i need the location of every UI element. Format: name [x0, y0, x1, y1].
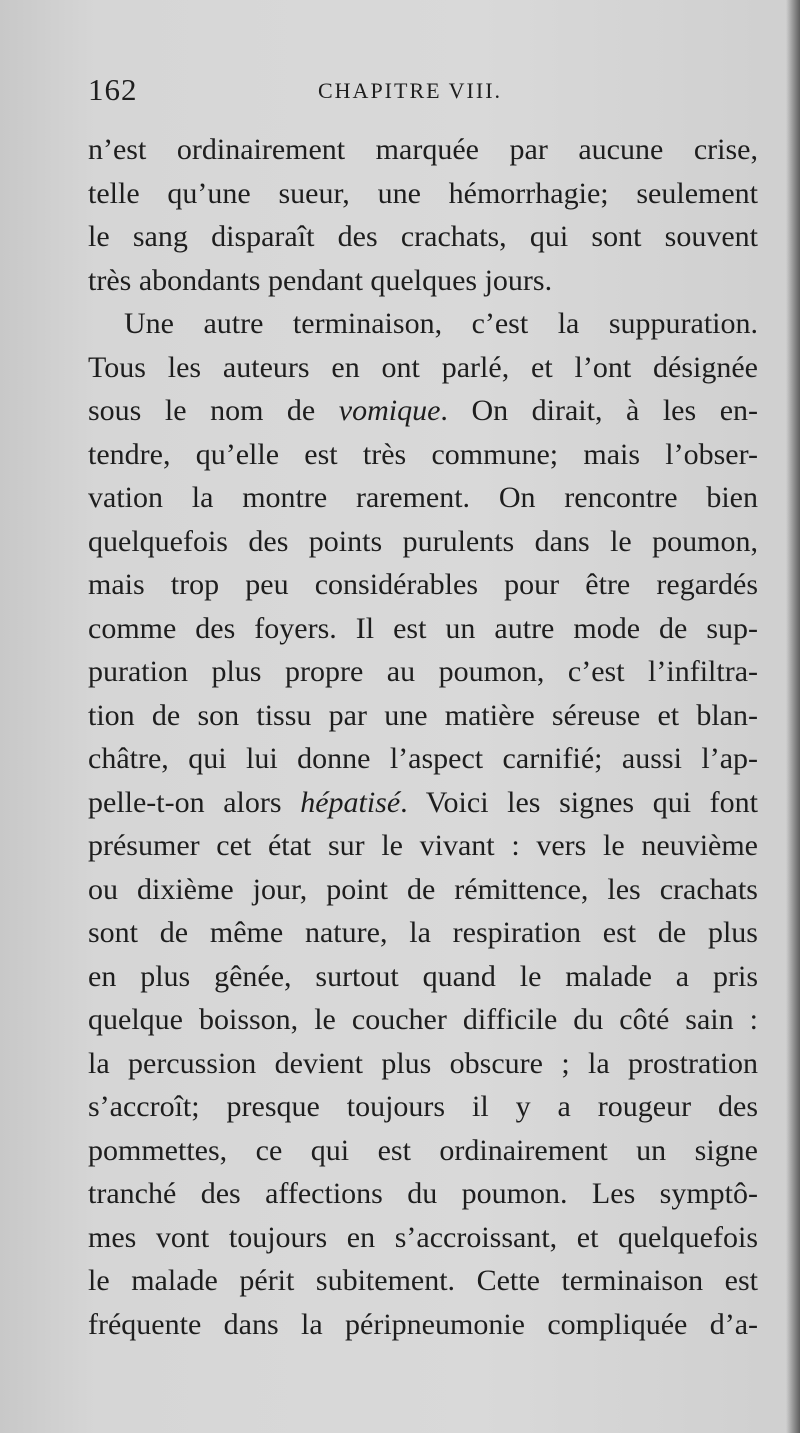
- text-line: sont de même nature, la respiration est de plus: [88, 916, 758, 949]
- text-line: tion de son tissu par une matière séreuse et blan-: [88, 698, 758, 732]
- text-line: comme des foyers. Il est un autre mode de sup-: [88, 611, 758, 645]
- text-line: pommettes, ce qui est ordinairement un signe: [88, 1133, 758, 1167]
- text-line: le malade périt subitement. Cette terminaison est: [88, 1264, 758, 1297]
- text-line: Tous les auteurs en ont parlé, et l’ont désignée: [88, 350, 758, 384]
- text-line: en plus gênée, surtout quand le malade a pris: [88, 959, 758, 993]
- text-line: quelquefois des points purulents dans le poumon,: [88, 524, 758, 558]
- text-line: mes vont toujours en s’accroissant, et quelquefois: [88, 1220, 758, 1254]
- text-line: ou dixième jour, point de rémittence, les crachats: [88, 872, 758, 906]
- text-line: Une autre terminaison, c’est la suppuration.: [124, 307, 758, 340]
- text-line: puration plus propre au poumon, c’est l’infiltra-: [88, 655, 758, 688]
- page-header: [88, 72, 760, 116]
- body-text: [88, 128, 758, 1346]
- text-line: présumer cet état sur le vivant : vers le neuvième: [88, 829, 758, 862]
- text-line: s’accroît; presque toujours il y a rougeur des: [88, 1090, 758, 1123]
- text-line: sous le nom de vomique. On dirait, à les en-: [88, 394, 758, 427]
- text-line: telle qu’une sueur, une hémorrhagie; seulement: [88, 176, 758, 210]
- italic-term: hépatisé: [300, 785, 401, 819]
- text-line: vation la montre rarement. On rencontre bien: [88, 481, 758, 514]
- running-head: CHAPITRE VIII.: [318, 78, 503, 103]
- text-line: n’est ordinairement marquée par aucune crise,: [88, 133, 758, 166]
- text-line: quelque boisson, le coucher difficile du côté sain :: [88, 1003, 758, 1036]
- text-line: tranché des affections du poumon. Les symptô-: [88, 1177, 758, 1210]
- text-line: mais trop peu considérables pour être regardés: [88, 568, 758, 601]
- italic-term: vomique: [338, 394, 441, 427]
- page-number: 162: [88, 72, 138, 107]
- text-line: la percussion devient plus obscure ; la prostration: [88, 1046, 758, 1080]
- text-line: châtre, qui lui donne l’aspect carnifié; aussi l’ap-: [88, 742, 758, 775]
- text-line: très abondants pendant quelques jours.: [88, 263, 553, 297]
- text-line: pelle-t-on alors hépatisé. Voici les signes qui font: [88, 785, 759, 819]
- text-line: tendre, qu’elle est très commune; mais l’obser-: [88, 437, 758, 471]
- text-line: fréquente dans la péripneumonie compliquée d’a-: [88, 1307, 758, 1341]
- text-line: le sang disparaît des crachats, qui sont souvent: [88, 220, 758, 253]
